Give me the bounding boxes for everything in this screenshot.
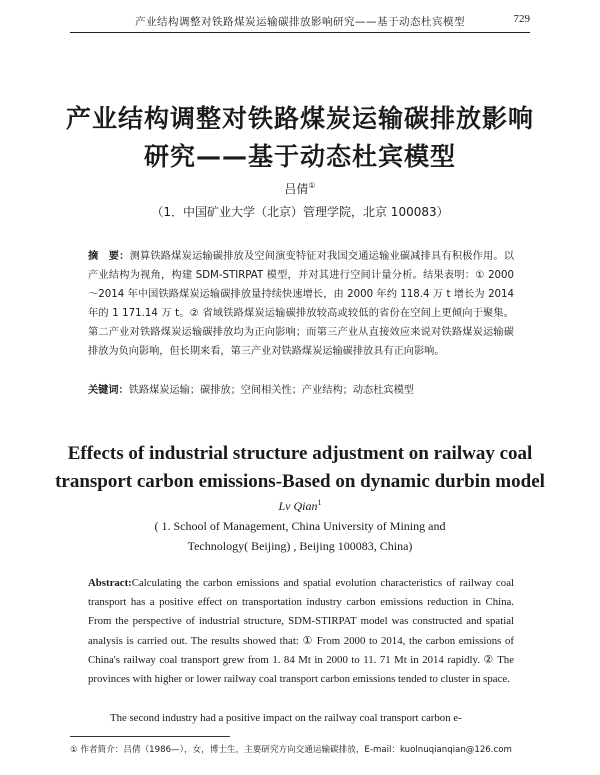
chinese-abstract-text: 测算铁路煤炭运输碳排放及空间演变特征对我国交通运输业碳减排具有积极作用。以产业结构为视角，构建 SDM-STIRPAT 模型，并对其进行空间计量分析。结果表明：① 2000～2014 年中国铁路煤炭运输碳排放量持续快速增长，由 2000 年约 118.4 万 t 增长为 2014 年的 1 171.14 万 t。② 省域铁路煤炭运输碳排放较高或较低的省份在空间上更倾向于聚集。第二产业对铁路煤炭运输碳排放均为正向影响；而第三产业从直接效应来说对铁路煤炭运输碳排放为负向影响，但长期来看，第三产业对铁路煤炭运输碳排放具有正向影响。: [88, 251, 515, 357]
chinese-keywords-text: 铁路煤炭运输；碳排放；空间相关性；产业结构；动态杜宾模型: [128, 385, 414, 396]
chinese-abstract: [88, 247, 514, 361]
chinese-title-line2: 研究——基于动态杜宾模型: [143, 142, 456, 171]
english-abstract-text: Calculating the carbon emissions and spatial evolution characteristics of railway coal transport has a positive effect on transportation industry carbon emissions reduction in China. From the perspective of industrial structure, SDM-STIRPAT model was constructed and spatial analysis is carried out. The results showed that: ① From 2000 to 2014, the carbon emissions of China's railway coal transport grew from 1. 84 Mt in 2000 to 11. 71 Mt in 2014 rapidly. ② The provinces with higher or lower railway coal transport carbon emissions tended to cluster in space.: [88, 577, 514, 686]
footnote: ① 作者简介：吕倩（1986—），女，博士生，主要研究方向交通运输碳排放，E-mail：kuolnuqianqian@126.com: [70, 745, 512, 755]
english-abstract: [88, 574, 514, 689]
footnote-rule: [70, 736, 230, 737]
running-head-title: 产业结构调整对铁路煤炭运输碳排放影响研究——基于动态杜宾模型: [135, 16, 465, 28]
chinese-author: [0, 180, 600, 197]
english-author-mark: 1: [317, 498, 322, 507]
page-number: 729: [513, 13, 530, 25]
chinese-title: [60, 100, 540, 176]
english-title: [50, 440, 550, 496]
english-affiliation-line2: Technology( Beijing) , Beijing 100083, China): [187, 539, 413, 553]
english-affiliation: [100, 516, 500, 556]
chinese-keywords-label: 关键词：: [88, 385, 129, 396]
chinese-title-line1: 产业结构调整对铁路煤炭运输碳排放影响: [65, 104, 534, 133]
english-abstract-label: Abstract:: [88, 577, 132, 589]
header-rule: [70, 32, 530, 33]
english-title-line1: Effects of industrial structure adjustment on railway coal: [67, 443, 533, 464]
english-affiliation-line1: ( 1. School of Management, China University of Mining and: [154, 519, 446, 533]
chinese-author-name: 吕倩: [284, 182, 309, 196]
chinese-author-mark: ①: [308, 181, 316, 190]
chinese-affiliation: （1．中国矿业大学（北京）管理学院，北京 100083）: [151, 205, 449, 219]
english-body-continuation: The second industry had a positive impact on the railway coal transport carbon e-: [110, 712, 462, 724]
chinese-abstract-label: 摘 要：: [88, 251, 130, 262]
english-title-line2: transport carbon emissions-Based on dynamic durbin model: [55, 471, 545, 492]
english-author-name: Lv Qian: [278, 499, 318, 513]
chinese-keywords: [88, 381, 514, 400]
english-author: [0, 498, 600, 514]
